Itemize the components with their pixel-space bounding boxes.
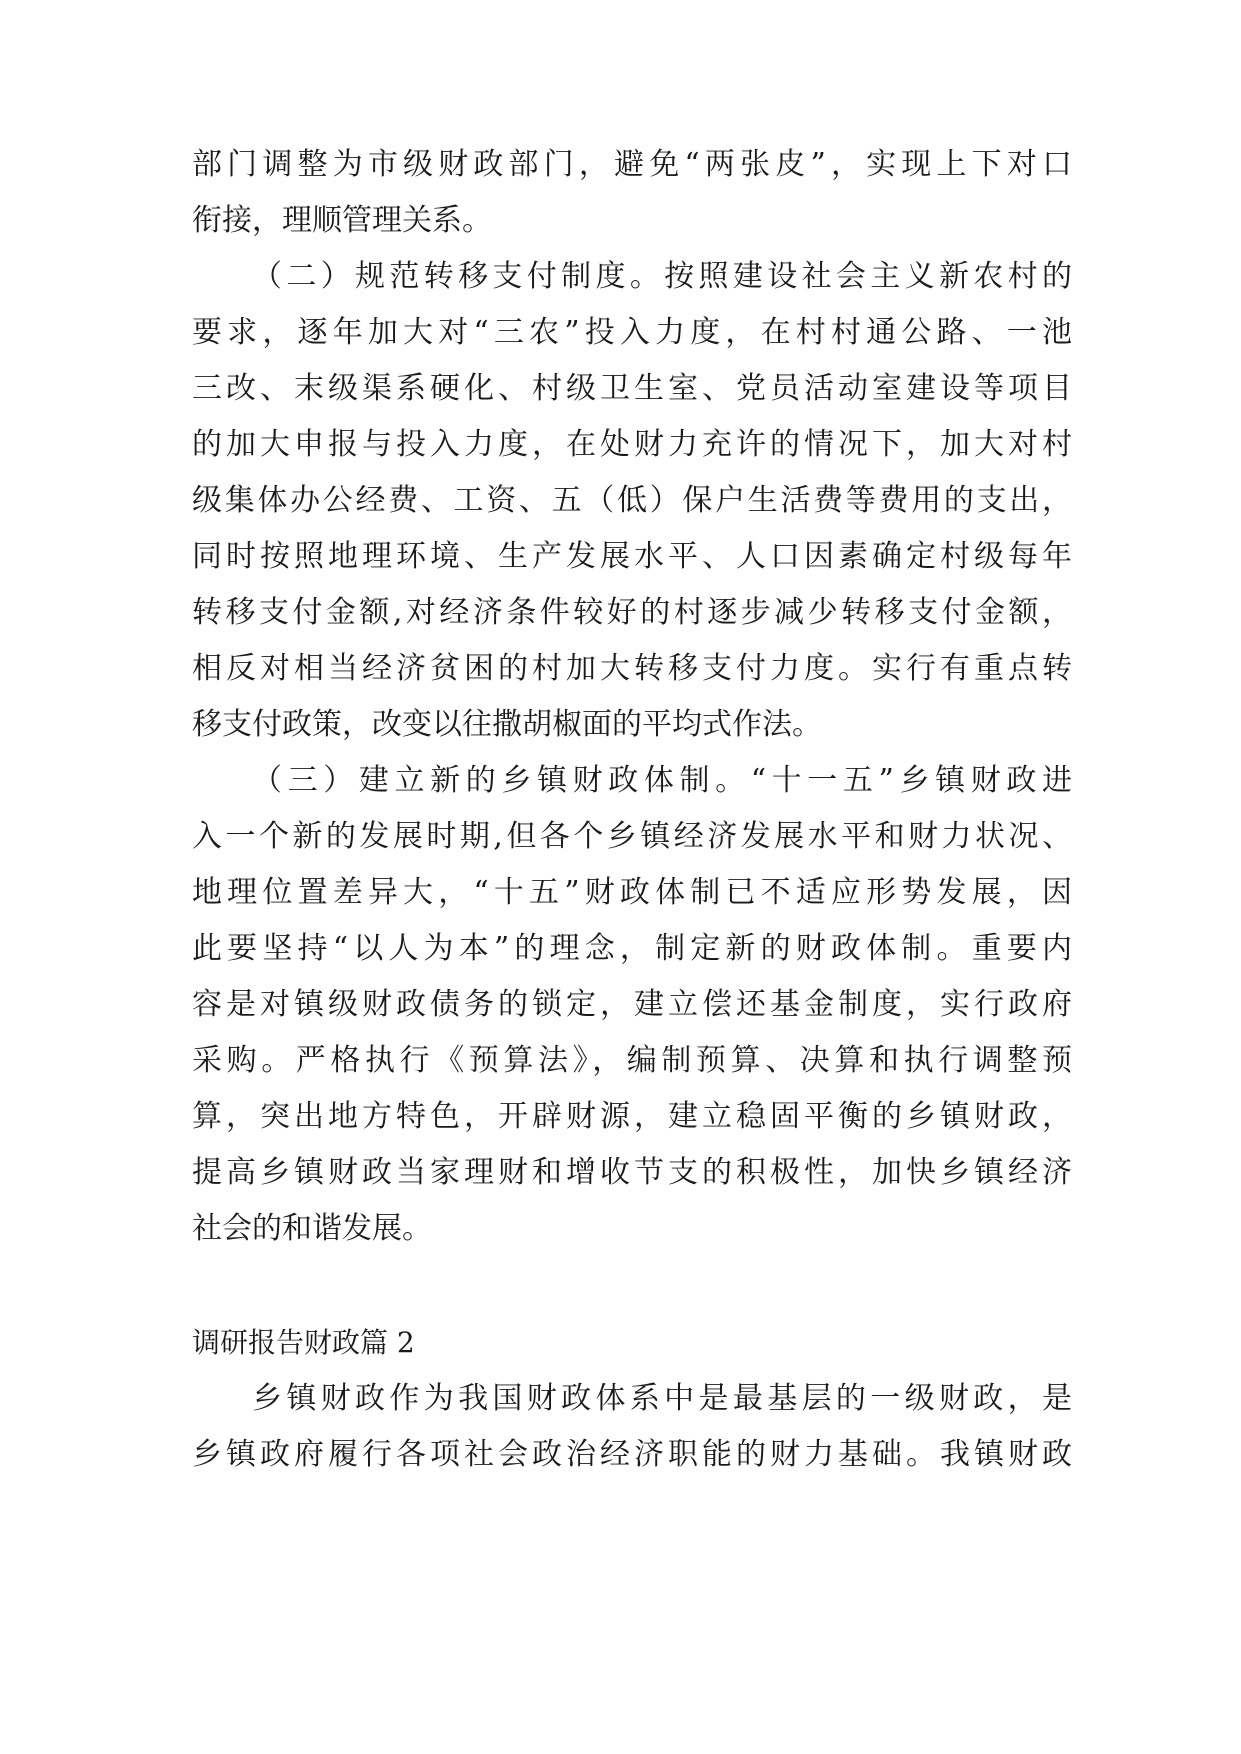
section-three-heading-line: （三）建立新的乡镇财政体制。“十一五”乡镇财政进 <box>252 763 1072 798</box>
section-two-heading-line: （二）规范转移支付制度。按照建设社会主义新农村的 <box>252 259 1072 294</box>
paragraph-line: 三改、末级渠系硬化、村级卫生室、党员活动室建设等项目 <box>192 371 1072 406</box>
paragraph-line: 此要坚持“以人为本”的理念，制定新的财政体制。重要内 <box>192 931 1072 966</box>
paragraph-line: 移支付政策，改变以往撒胡椒面的平均式作法。 <box>192 707 822 742</box>
paragraph-line: 部门调整为市级财政部门，避免“两张皮”，实现上下对口 <box>192 147 1072 182</box>
paragraph-line: 相反对相当经济贫困的村加大转移支付力度。实行有重点转 <box>192 651 1072 686</box>
paragraph-line: 要求，逐年加大对“三农”投入力度，在村村通公路、一池 <box>192 315 1072 350</box>
paragraph-line: 入一个新的发展时期,但各个乡镇经济发展水平和财力状况、 <box>192 819 1072 854</box>
paragraph-line: 社会的和谐发展。 <box>192 1211 432 1246</box>
paragraph-line: 转移支付金额,对经济条件较好的村逐步减少转移支付金额， <box>192 595 1072 630</box>
article-heading: 调研报告财政篇 2 <box>192 1326 415 1359</box>
paragraph-line: 乡镇财政作为我国财政体系中是最基层的一级财政，是 <box>252 1381 1072 1416</box>
paragraph-line: 乡镇政府履行各项社会政治经济职能的财力基础。我镇财政 <box>192 1437 1072 1472</box>
paragraph-line: 的加大申报与投入力度，在处财力充许的情况下，加大对村 <box>192 427 1072 462</box>
paragraph-line: 级集体办公经费、工资、五（低）保户生活费等费用的支出， <box>192 483 1072 518</box>
paragraph-line: 容是对镇级财政债务的锁定，建立偿还基金制度，实行政府 <box>192 987 1072 1022</box>
paragraph-line: 地理位置差异大，“十五”财政体制已不适应形势发展，因 <box>192 875 1072 910</box>
paragraph-line: 提高乡镇财政当家理财和增收节支的积极性，加快乡镇经济 <box>192 1155 1072 1190</box>
paragraph-line: 同时按照地理环境、生产发展水平、人口因素确定村级每年 <box>192 539 1072 574</box>
paragraph-line: 算，突出地方特色，开辟财源，建立稳固平衡的乡镇财政， <box>192 1099 1072 1134</box>
paragraph-line: 采购。严格执行《预算法》，编制预算、决算和执行调整预 <box>192 1043 1072 1078</box>
paragraph-line: 衔接，理顺管理关系。 <box>192 203 492 238</box>
